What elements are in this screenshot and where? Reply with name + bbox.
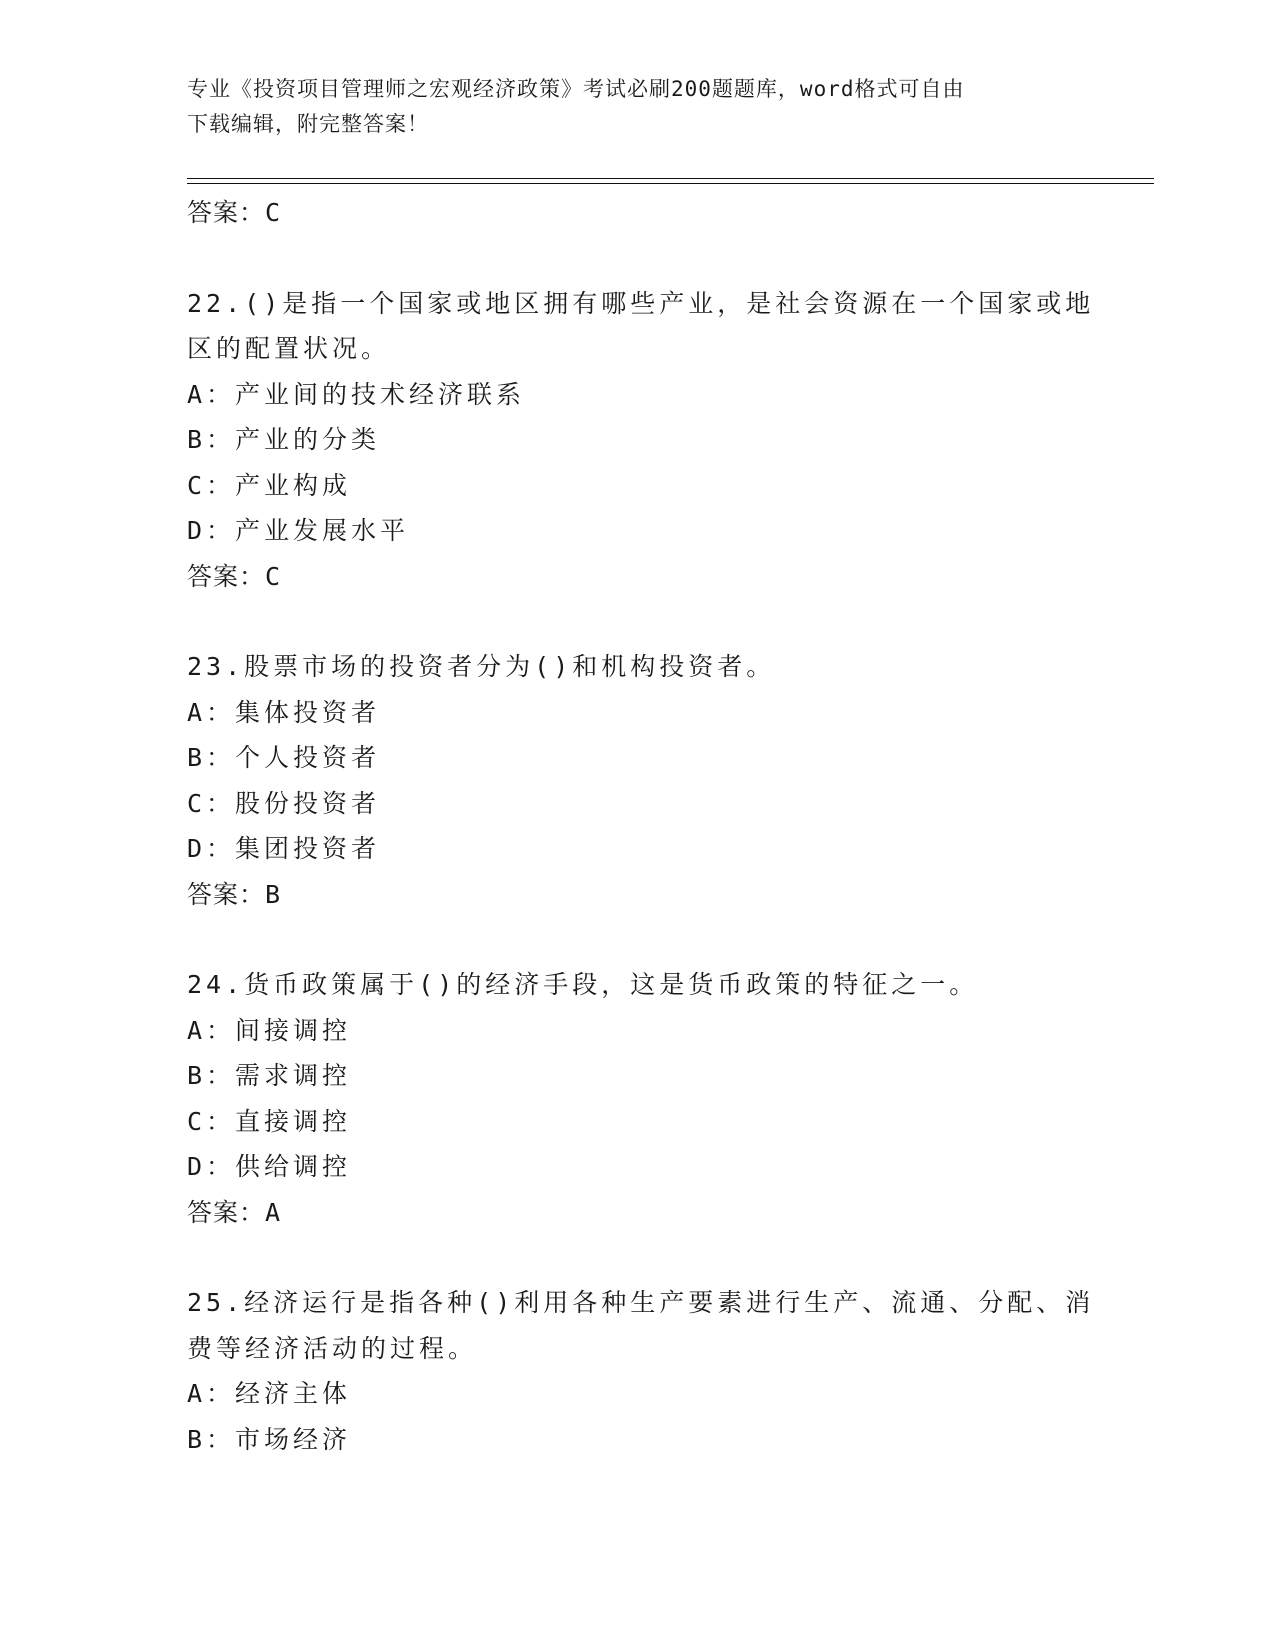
answer-value: C bbox=[265, 198, 282, 227]
question-25 bbox=[187, 1280, 1095, 1462]
question-list bbox=[187, 190, 1095, 1462]
header-line-2: 下载编辑，附完整答案！ bbox=[187, 112, 429, 136]
answer-line bbox=[187, 190, 1087, 236]
answer-value: C bbox=[265, 561, 282, 591]
answer-label: 答案： bbox=[187, 561, 266, 591]
question-text-line: 23.股票市场的投资者分为()和机构投资者。 bbox=[187, 652, 776, 681]
option-a: A：间接调控 bbox=[187, 1015, 352, 1045]
spacer bbox=[187, 599, 1087, 644]
answer-line bbox=[187, 1190, 1087, 1236]
question-text-line: 24.货币政策属于()的经济手段，这是货币政策的特征之一。 bbox=[187, 970, 979, 999]
answer-label: 答案： bbox=[187, 1197, 266, 1227]
question-text-line: 区的配置状况。 bbox=[187, 334, 391, 363]
question-24 bbox=[187, 962, 1087, 1235]
answer-value: B bbox=[265, 879, 282, 909]
option-a: A：集体投资者 bbox=[187, 697, 381, 727]
question-23 bbox=[187, 644, 1087, 917]
option-b: B：市场经济 bbox=[187, 1424, 352, 1454]
option-b: B：产业的分类 bbox=[187, 425, 381, 454]
answer-label: 答案： bbox=[187, 879, 266, 909]
spacer bbox=[187, 1235, 1087, 1280]
header-rule-bottom bbox=[187, 183, 1154, 184]
option-b: B：需求调控 bbox=[187, 1061, 352, 1090]
option-d: D：供给调控 bbox=[187, 1152, 352, 1181]
option-a: A：经济主体 bbox=[187, 1379, 352, 1408]
question-22 bbox=[187, 281, 1095, 600]
option-c: C：产业构成 bbox=[187, 470, 352, 500]
option-d: D：集团投资者 bbox=[187, 834, 381, 863]
answer-line bbox=[187, 872, 1087, 918]
answer-value: A bbox=[265, 1197, 282, 1227]
answer-line bbox=[187, 554, 1087, 600]
header-rule-top bbox=[187, 178, 1154, 179]
option-c: C：直接调控 bbox=[187, 1106, 352, 1136]
option-d: D：产业发展水平 bbox=[187, 516, 410, 545]
header-line-1: 专业《投资项目管理师之宏观经济政策》考试必刷200题题库，word格式可自由 bbox=[187, 77, 965, 101]
option-b: B：个人投资者 bbox=[187, 743, 381, 772]
question-text-line: 22.()是指一个国家或地区拥有哪些产业，是社会资源在一个国家或地 bbox=[187, 288, 1095, 318]
answer-label: 答案： bbox=[187, 198, 266, 227]
spacer bbox=[187, 236, 1087, 281]
option-a: A：产业间的技术经济联系 bbox=[187, 379, 526, 409]
question-text-line: 费等经济活动的过程。 bbox=[187, 1333, 478, 1363]
spacer bbox=[187, 917, 1087, 962]
document-header bbox=[187, 72, 1087, 142]
question-text-line: 25.经济运行是指各种()利用各种生产要素进行生产、流通、分配、消 bbox=[187, 1288, 1095, 1317]
option-c: C：股份投资者 bbox=[187, 788, 381, 818]
